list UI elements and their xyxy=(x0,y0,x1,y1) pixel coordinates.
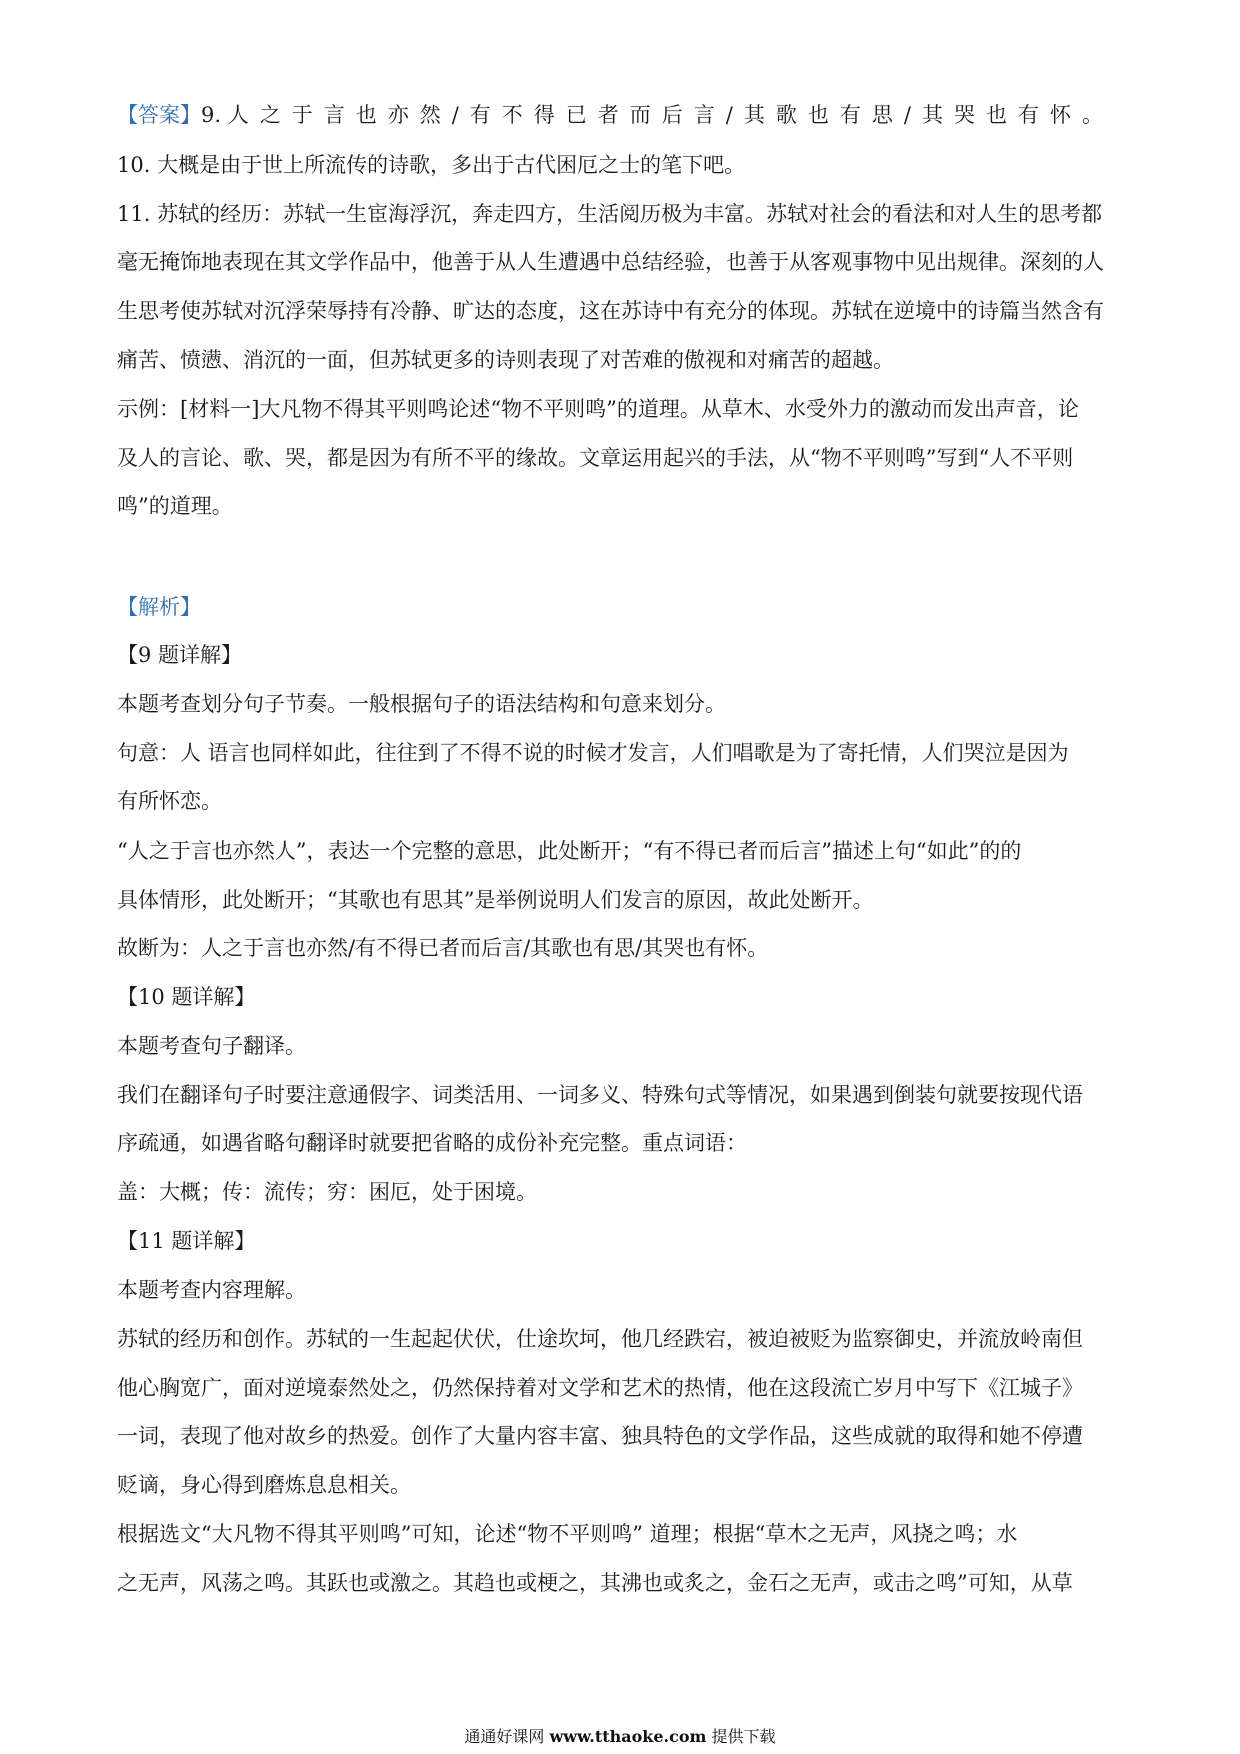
q11-line-4: 一词，表现了他对故乡的热爱。创作了大量内容丰富、独具特色的文学作品，这些成就的取得和她不停遭 xyxy=(117,1424,1083,1448)
answer-line-8: 及人的言论、歌、哭，都是因为有所不平的缘故。文章运用起兴的手法，从“物不平则鸣”写到“人不平则 xyxy=(117,446,1074,470)
q9-heading: 【9 题详解】 xyxy=(117,643,243,667)
q10-heading: 【10 题详解】 xyxy=(117,985,256,1009)
footer-site-name: 通通好课网 xyxy=(464,1727,545,1746)
answer-line-9: 鸣”的道理。 xyxy=(117,494,233,518)
q10-line-3: 序疏通，如遇省略句翻译时就要把省略的成份补充完整。重点词语： xyxy=(117,1131,747,1155)
footer-url-link[interactable]: www.tthaoke.com xyxy=(549,1727,707,1746)
q11-line-2: 苏轼的经历和创作。苏轼的一生起起伏伏，仕途坎坷，他几经跌宕，被迫被贬为监察御史，并流放岭南但 xyxy=(117,1327,1083,1351)
q9-line-3: 有所怀恋。 xyxy=(117,789,222,813)
answer-q9-text: 人之于言也亦然/有不得已者而后言/其歌也有思/其哭也有怀。 xyxy=(227,103,1114,127)
q10-line-4: 盖：大概；传：流传；穷：困厄，处于困境。 xyxy=(117,1180,537,1204)
q9-line-1: 本题考查划分句子节奏。一般根据句子的语法结构和句意来划分。 xyxy=(117,692,726,716)
answer-line-1 xyxy=(117,100,1137,130)
q9-line-6: 故断为：人之于言也亦然/有不得已者而后言/其歌也有思/其哭也有怀。 xyxy=(117,936,769,960)
q11-line-5: 贬谪，身心得到磨炼息息相关。 xyxy=(117,1473,411,1497)
q9-line-4: “人之于言也亦然人”，表达一个完整的意思，此处断开；“有不得已者而后言”描述上句“如此”的的 xyxy=(117,839,1022,863)
answer-q9-number: 9. xyxy=(201,103,228,127)
q11-line-6: 根据选文“大凡物不得其平则鸣”可知，论述“物不平则鸣” 道理；根据“草木之无声，风挠之鸣；水 xyxy=(117,1522,1018,1546)
q9-line-5: 具体情形，此处断开；“其歌也有思其”是举例说明人们发言的原因，故此处断开。 xyxy=(117,888,874,912)
answer-line-6: 痛苦、愤懑、消沉的一面，但苏轼更多的诗则表现了对苦难的傲视和对痛苦的超越。 xyxy=(117,348,894,372)
answer-line-7: 示例：[材料一]大凡物不得其平则鸣论述“物不平则鸣”的道理。从草木、水受外力的激动而发出声音，论 xyxy=(117,397,1079,421)
analysis-tag: 【解析】 xyxy=(117,595,201,619)
answer-line-5: 生思考使苏轼对沉浮荣辱持有冷静、旷达的态度，这在苏诗中有充分的体现。苏轼在逆境中的诗篇当然含有 xyxy=(117,299,1104,323)
answer-tag: 【答案】 xyxy=(117,103,201,127)
q10-line-1: 本题考查句子翻译。 xyxy=(117,1034,306,1058)
q11-line-7: 之无声，风荡之鸣。其跃也或激之。其趋也或梗之，其沸也或炙之，金石之无声，或击之鸣”可知，从草 xyxy=(117,1571,1073,1595)
footer-download-text: 提供下载 xyxy=(711,1727,776,1746)
q10-line-2: 我们在翻译句子时要注意通假字、词类活用、一词多义、特殊句式等情况，如果遇到倒装句就要按现代语 xyxy=(117,1083,1083,1107)
q11-line-3: 他心胸宽广，面对逆境泰然处之，仍然保持着对文学和艺术的热情，他在这段流亡岁月中写下《江城子》 xyxy=(117,1376,1083,1400)
page-footer xyxy=(0,1726,1240,1748)
q11-line-1: 本题考查内容理解。 xyxy=(117,1278,306,1302)
answer-line-2: 10. 大概是由于世上所流传的诗歌，多出于古代困厄之士的笔下吧。 xyxy=(117,153,746,177)
q11-heading: 【11 题详解】 xyxy=(117,1229,256,1253)
answer-line-4: 毫无掩饰地表现在其文学作品中，他善于从人生遭遇中总结经验，也善于从客观事物中见出规律。深刻的人 xyxy=(117,250,1104,274)
q9-line-2: 句意：人 语言也同样如此，往往到了不得不说的时候才发言，人们唱歌是为了寄托情，人们哭泣是因为 xyxy=(117,741,1069,765)
answer-line-3: 11. 苏轼的经历：苏轼一生宦海浮沉，奔走四方，生活阅历极为丰富。苏轼对社会的看法和对人生的思考都 xyxy=(117,202,1103,226)
